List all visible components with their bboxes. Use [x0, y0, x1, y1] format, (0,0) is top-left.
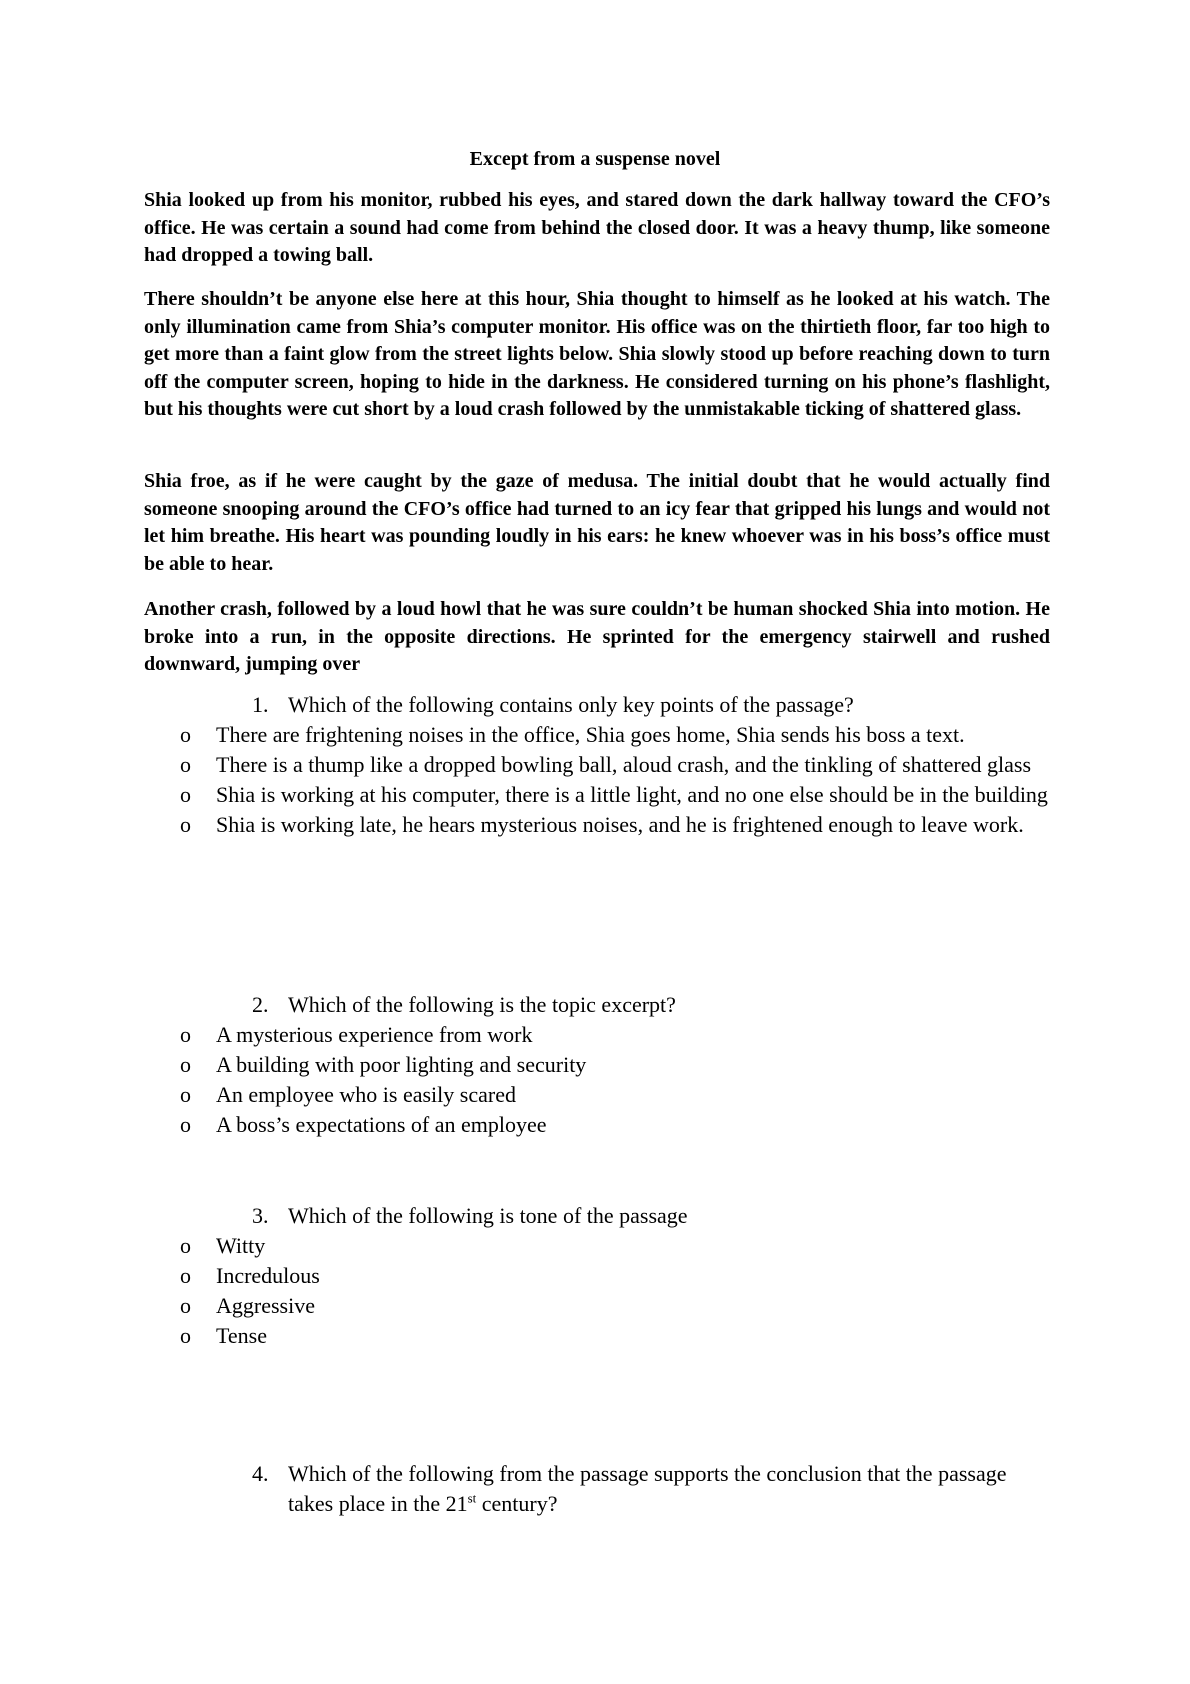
passage-paragraph-3: Shia froe, as if he were caught by the gaze of medusa. The initial doubt that he would actually find someone snooping around the CFO’s office had turned to an icy fear that gripped his lungs and would not let him breathe. His heart was pounding loudly in his ears: he knew whoever was in his boss’s office must be able to hear. — [144, 470, 1050, 575]
option-item — [180, 720, 1060, 750]
bullet-icon: o — [180, 1263, 191, 1288]
question-1-options — [180, 720, 1060, 840]
bullet-icon: o — [180, 722, 191, 747]
ordinal-superscript: st — [467, 1490, 477, 1506]
question-number: 4. — [252, 1461, 269, 1486]
question-2-options — [180, 1020, 1060, 1140]
bullet-icon: o — [180, 812, 191, 837]
question-number: 2. — [252, 992, 269, 1017]
bullet-icon: o — [180, 1233, 191, 1258]
question-number: 1. — [252, 692, 269, 717]
question-4 — [252, 1459, 1012, 1516]
question-3-options — [180, 1231, 1060, 1351]
option-item — [180, 1050, 1060, 1080]
question-text-main: Which of the following from the passage supports the conclusion that the passage takes place in the 21 — [288, 1461, 1007, 1516]
document-title: Except from a suspense novel — [469, 148, 721, 170]
bullet-icon: o — [180, 1082, 191, 1107]
option-text: Witty — [216, 1233, 266, 1258]
question-text-end: century? — [476, 1491, 558, 1516]
question-text: Which of the following is tone of the passage — [288, 1203, 688, 1228]
option-text: Shia is working at his computer, there is a little light, and no one else should be in the building — [216, 782, 1048, 807]
question-text — [288, 1459, 1008, 1519]
bullet-icon: o — [180, 1022, 191, 1047]
option-item — [180, 1321, 1060, 1351]
option-text: An employee who is easily scared — [216, 1082, 516, 1107]
bullet-icon: o — [180, 1112, 191, 1137]
bullet-icon: o — [180, 1293, 191, 1318]
question-1 — [252, 690, 1012, 720]
passage-paragraph-4: Another crash, followed by a loud howl that he was sure couldn’t be human shocked Shia into motion. He broke into a run, in the opposite directions. He sprinted for the emergency stairwell and rushed downward, jumping over — [144, 598, 1050, 675]
option-text: Incredulous — [216, 1263, 320, 1288]
passage-paragraph-1: Shia looked up from his monitor, rubbed his eyes, and stared down the dark hallway toward the CFO’s office. He was certain a sound had come from behind the closed door. It was a heavy thump, like someone had dropped a towing ball. — [144, 189, 1050, 266]
option-text: A boss’s expectations of an employee — [216, 1112, 547, 1137]
bullet-icon: o — [180, 782, 191, 807]
option-text: A building with poor lighting and security — [216, 1052, 587, 1077]
question-number: 3. — [252, 1203, 269, 1228]
option-item — [180, 1110, 1060, 1140]
option-text: Aggressive — [216, 1293, 315, 1318]
option-text: Tense — [216, 1323, 267, 1348]
option-text: A mysterious experience from work — [216, 1022, 533, 1047]
question-text: Which of the following is the topic excerpt? — [288, 992, 676, 1017]
option-text: There are frightening noises in the office, Shia goes home, Shia sends his boss a text. — [216, 722, 965, 747]
option-item — [180, 810, 1060, 840]
bullet-icon: o — [180, 1323, 191, 1348]
option-item — [180, 1080, 1060, 1110]
option-text: There is a thump like a dropped bowling ball, aloud crash, and the tinkling of shattered glass — [216, 752, 1032, 777]
option-item — [180, 1020, 1060, 1050]
option-item — [180, 780, 1060, 810]
option-item — [180, 1261, 1060, 1291]
option-item — [180, 1291, 1060, 1321]
passage-paragraph-2: There shouldn’t be anyone else here at this hour, Shia thought to himself as he looked at his watch. The only illumination came from Shia’s computer monitor. His office was on the thirtieth floor, far too high to get more than a faint glow from the street lights below. Shia slowly stood up before reaching down to turn off the computer screen, hoping to hide in the darkness. He considered turning on his phone’s flashlight, but his thoughts were cut short by a loud crash followed by the unmistakable ticking of shattered glass. — [144, 288, 1050, 420]
bullet-icon: o — [180, 1052, 191, 1077]
question-2 — [252, 990, 1012, 1020]
option-item — [180, 750, 1060, 780]
question-text: Which of the following contains only key points of the passage? — [288, 692, 854, 717]
question-3 — [252, 1201, 1012, 1231]
bullet-icon: o — [180, 752, 191, 777]
option-item — [180, 1231, 1060, 1261]
option-text: Shia is working late, he hears mysterious noises, and he is frightened enough to leave work. — [216, 812, 1024, 837]
